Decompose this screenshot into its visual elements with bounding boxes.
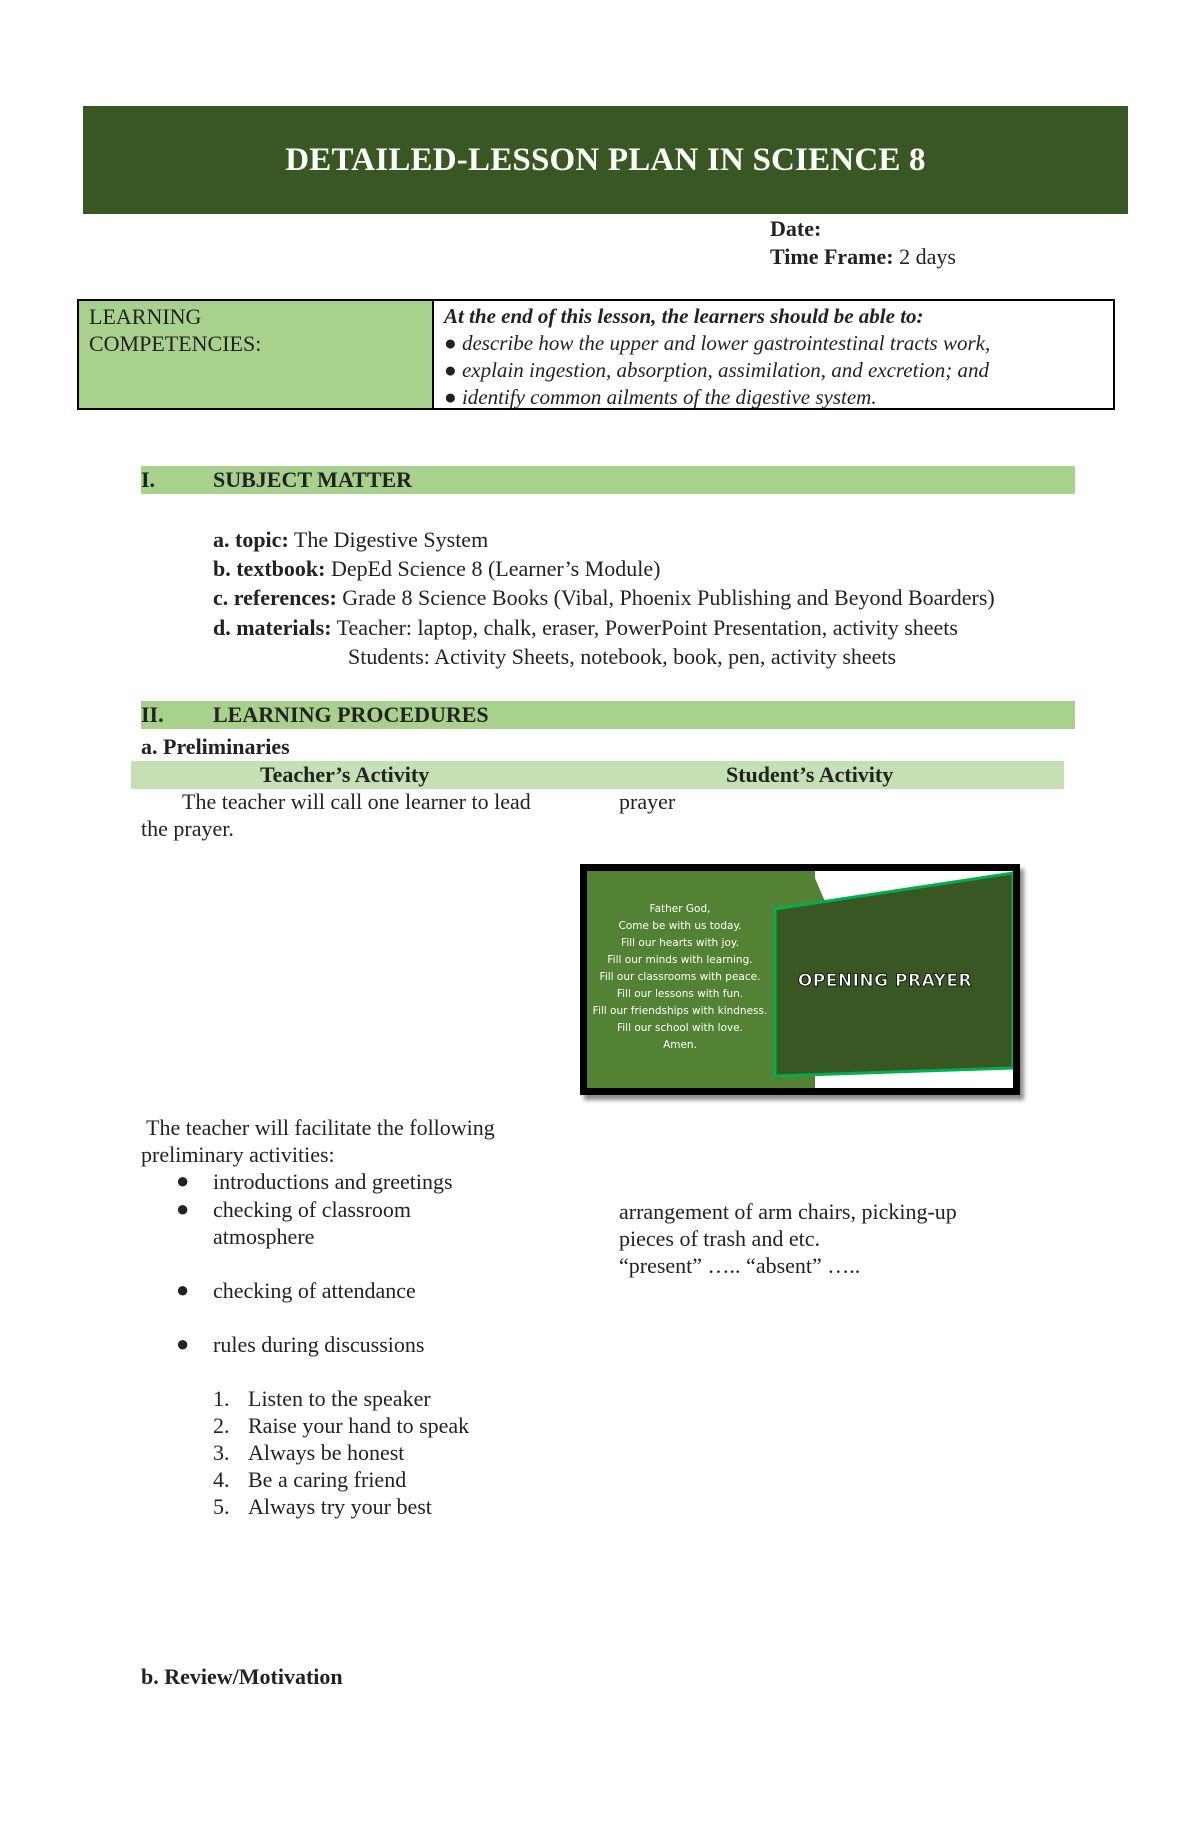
references-line: c. references: Grade 8 Science Books (Vibal, Phoenix Publishing and Beyond Boarders) [213,585,995,610]
student-prayer-text: prayer [619,789,676,814]
competencies-label-line2: COMPETENCIES: [89,331,262,356]
bullet-rules: rules during discussions [213,1332,425,1357]
slide-bottom-shape [775,1076,815,1088]
rule-item: Always try your best [248,1494,432,1519]
rule-item: Be a caring friend [248,1467,407,1492]
section-heading: SUBJECT MATTER [213,467,413,492]
student-column-header: Student’s Activity [726,762,894,787]
bullet-greetings: introductions and greetings [213,1169,453,1194]
competencies-label-cell [79,301,434,408]
bullet-icon: ● [176,1331,190,1356]
materials-students-line: Students: Activity Sheets, notebook, book, pen, activity sheets [348,644,897,669]
rule-item: Listen to the speaker [248,1386,431,1411]
section-number: I. [141,467,156,492]
rule-item: Raise your hand to speak [248,1413,470,1438]
bullet-classroom: checking of classroom atmosphere [213,1197,411,1249]
section-heading: LEARNING PROCEDURES [213,702,489,727]
timeframe-label: Time Frame: [770,244,894,269]
timeframe-line [770,244,956,270]
slide-canvas [587,871,1013,1088]
prayer-lines: Father God, Come be with us today. Fill our hearts with joy. Fill our minds with learning. Fill our classrooms with peace. Fill our lessons with fun. Fill our friendships with kindness. Fill our school with love. Amen. [592,903,768,1051]
bullet-icon: ● [444,358,462,382]
competencies-table [77,299,1115,410]
competencies-lead: At the end of this lesson, the learners should be able to: [444,304,924,328]
teacher-column-header: Teacher’s Activity [260,762,430,787]
section-number: II. [141,702,164,727]
section-subject-matter [141,466,1075,494]
competency-item: ● describe how the upper and lower gastrointestinal tracts work, [444,331,991,355]
rule-number: 5. [213,1494,230,1519]
topic-line: a. topic: The Digestive System [213,527,489,552]
bullet-icon: ● [176,1196,190,1221]
preliminaries-heading: a. Preliminaries [141,734,290,759]
competency-item: ● explain ingestion, absorption, assimilation, and excretion; and [444,358,990,382]
date-label: Date: [770,216,822,241]
timeframe-value: 2 days [899,244,956,269]
page-title: DETAILED-LESSON PLAN IN SCIENCE 8 [285,141,926,178]
rule-number: 3. [213,1440,230,1465]
date-line [770,216,821,242]
competencies-content-cell [434,301,1113,408]
review-motivation-heading: b. Review/Motivation [141,1664,343,1689]
bullet-icon: ● [176,1168,190,1193]
competencies-label-line1: LEARNING [89,304,202,329]
section-learning-procedures [141,701,1075,729]
bullet-attendance: checking of attendance [213,1278,416,1303]
bullet-icon: ● [444,385,462,409]
rule-number: 1. [213,1386,230,1411]
student-response-attendance: “present” ….. “absent” ….. [619,1253,861,1278]
rule-number: 4. [213,1467,230,1492]
student-response-classroom: arrangement of arm chairs, picking-up pieces of trash and etc. “present” ….. “absent” ….. [619,1199,957,1278]
rule-number: 2. [213,1413,230,1438]
slide-heading: OPENING PRAYER [797,971,973,991]
materials-line: d. materials: Teacher: laptop, chalk, eraser, PowerPoint Presentation, activity sheets [213,615,958,640]
activity-column-header [131,761,1064,789]
bullet-icon: ● [444,331,462,355]
facilitate-text: The teacher will facilitate the following preliminary activities: [141,1115,495,1167]
opening-prayer-slide [580,864,1020,1095]
title-band [83,106,1128,214]
bullet-icon: ● [176,1277,190,1302]
textbook-line: b. textbook: DepEd Science 8 (Learner’s Module) [213,556,661,581]
rule-item: Always be honest [248,1440,405,1465]
competency-item: ● identify common ailments of the digestive system. [444,385,877,409]
rules-list [0,1386,600,1526]
teacher-prayer-text: The teacher will call one learner to lead the prayer. [141,789,531,841]
